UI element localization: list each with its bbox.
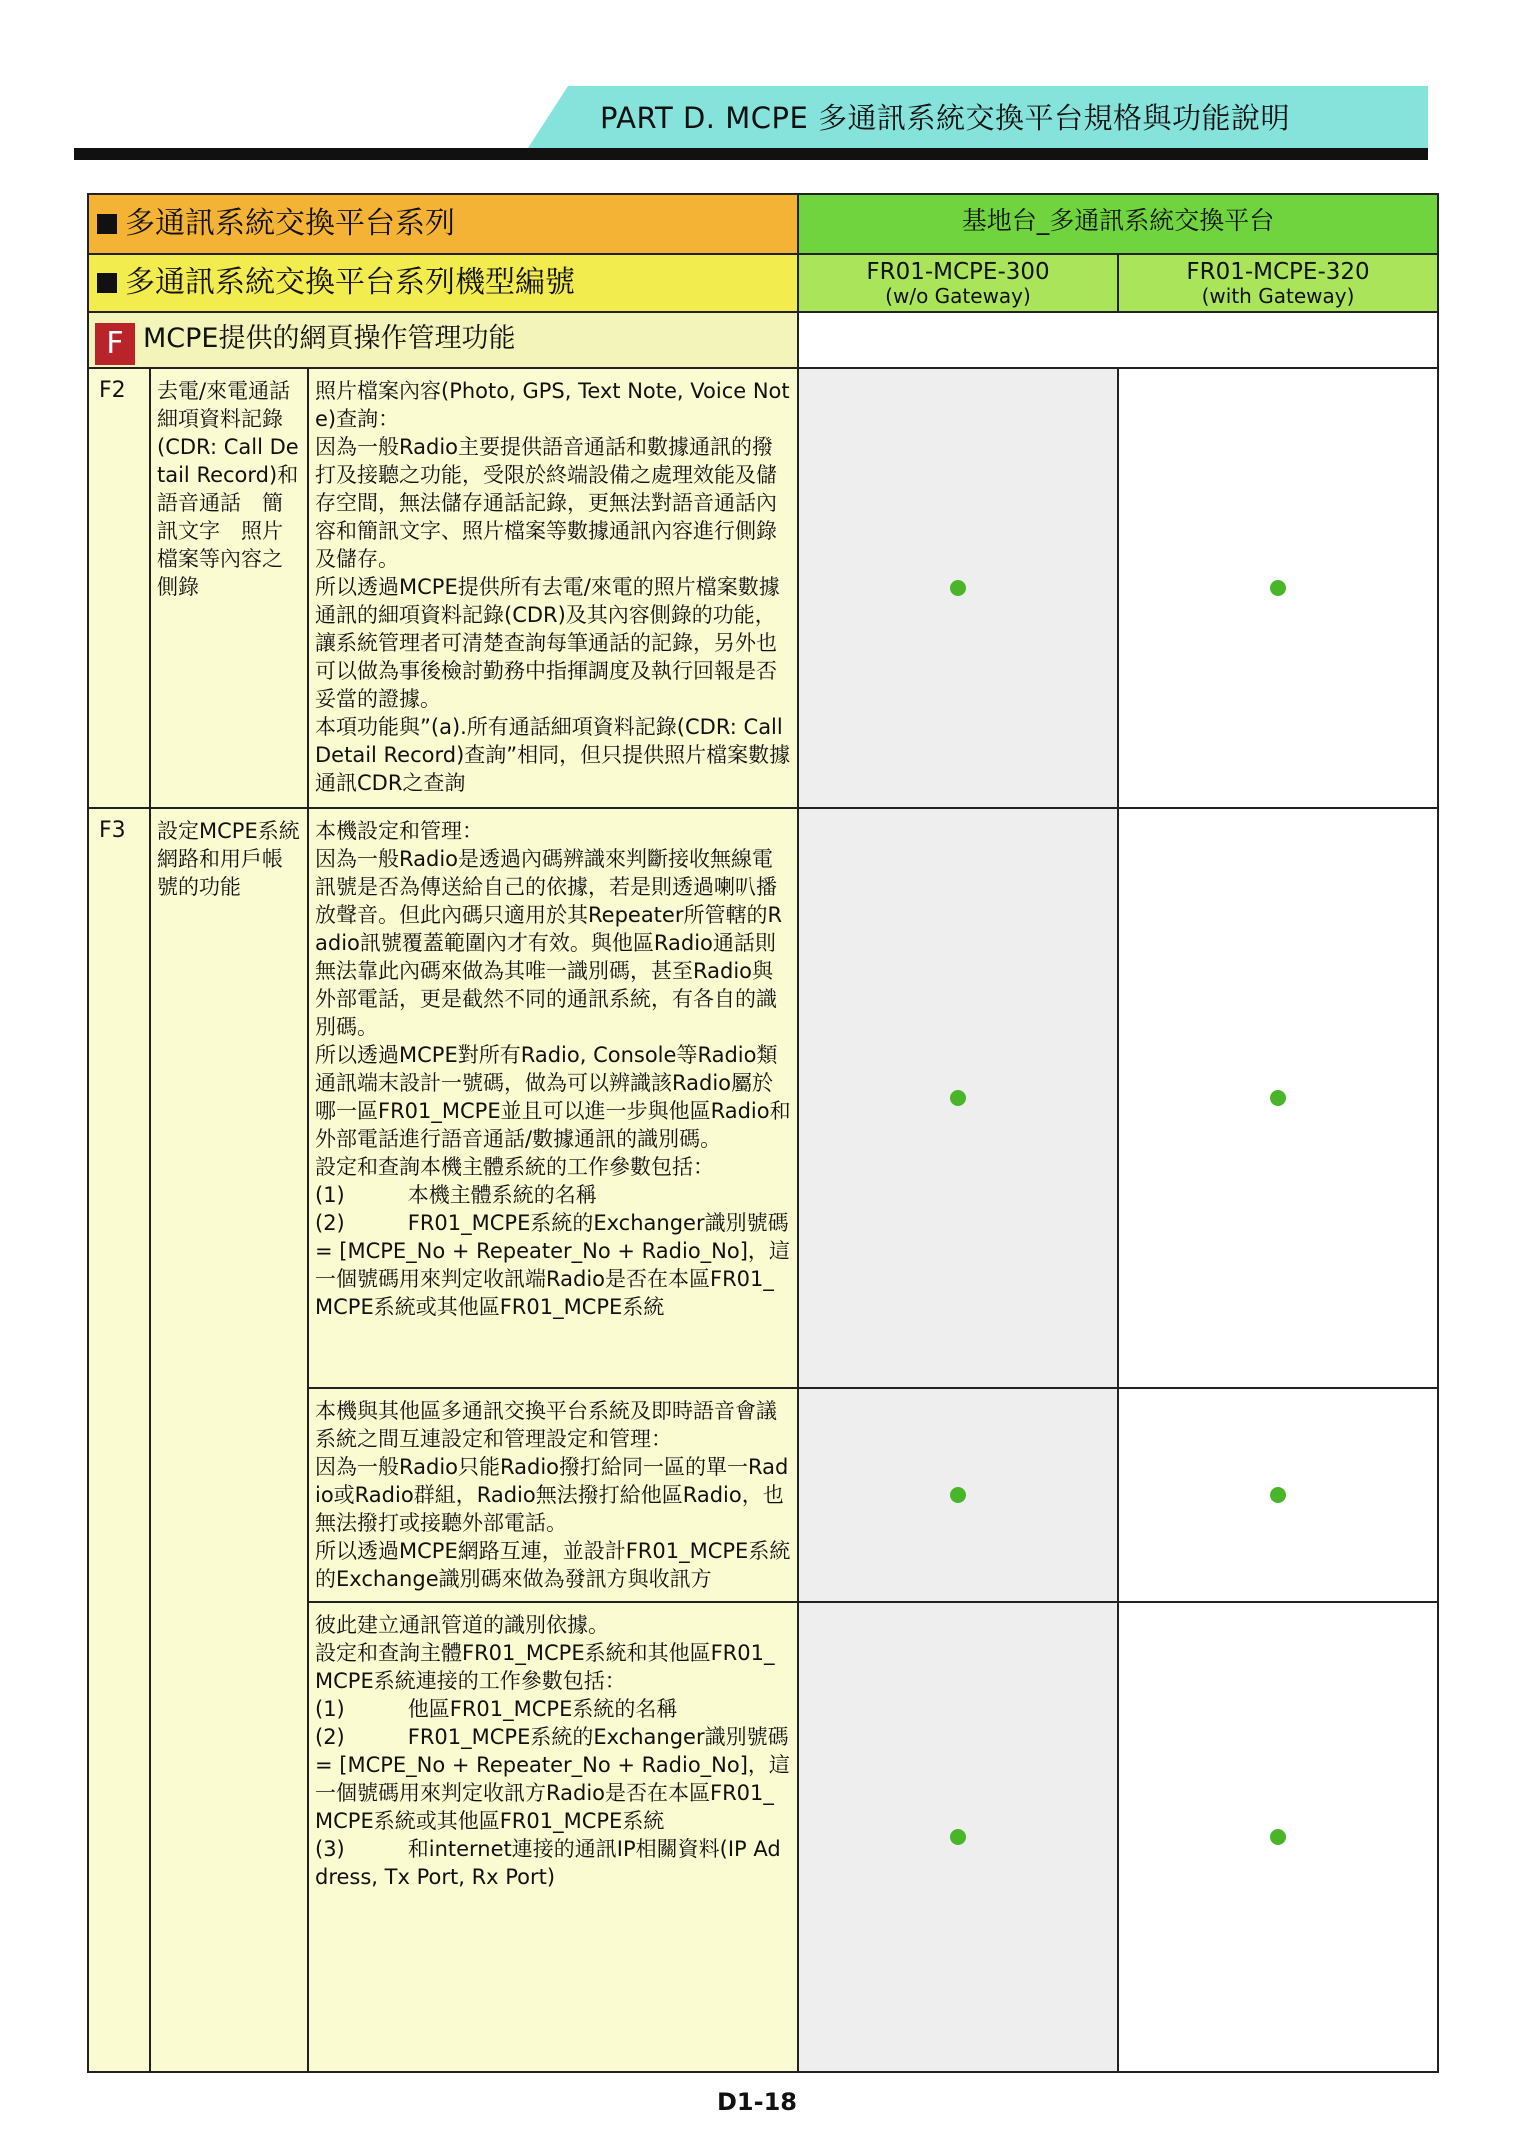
section-badge: F [95, 323, 135, 365]
item-desc: 本機與其他區多通訊交換平台系統及即時語音會議系統之間互連設定和管理設定和管理： 因為一般Radio只能Radio撥打給同一區的單一Radio或Radio群組，Radio無法撥打給他區Radio，也無法撥打或接聽外部電話。 所以透過MCPE網路互連，並設計FR01_MCPE系統的Exchange識別碼來做為發訊方與收訊方 [315, 1399, 791, 1591]
section-cell [88, 312, 798, 368]
support-cell-320 [1118, 1602, 1438, 2072]
supported-dot-icon [950, 580, 966, 596]
page-number: D1-18 [717, 2088, 797, 2116]
model-name: FR01-MCPE-320 [1186, 259, 1370, 285]
supported-dot-icon [950, 1487, 966, 1503]
support-cell-320 [1118, 368, 1438, 808]
item-name: 設定MCPE系統網路和用戶帳號的功能 [157, 819, 300, 899]
item-code: F2 [99, 378, 126, 403]
page-header-title: PART D. MCPE 多通訊系統交換平台規格與功能說明 [600, 101, 1291, 135]
series-label: 多通訊系統交換平台系列 [125, 206, 455, 241]
item-desc-cell [308, 808, 798, 1388]
item-desc-cell [308, 1388, 798, 1602]
item-desc-cell [308, 368, 798, 808]
supported-dot-icon [1270, 1090, 1286, 1106]
header-rule [74, 148, 1428, 160]
supported-dot-icon [1270, 580, 1286, 596]
section-empty-cell [798, 312, 1438, 368]
item-desc: 本機設定和管理： 因為一般Radio是透過內碼辨識來判斷接收無線電訊號是否為傳送給自己的依據，若是則透過喇叭播放聲音。但此內碼只適用於其Repeater所管轄的Radio訊號覆蓋範圍內才有效。與他區Radio通話則無法靠此內碼來做為其唯一識別碼，甚至Radio與外部電話，更是截然不同的通訊系統，有各自的識別碼。 所以透過MCPE對所有Radio, Console等Radio類通訊端末設計一號碼，做為可以辨識該Radio屬於哪一區FR01_MCPE並且可以進一步與他區Radio和外部電話進行語音通話/數據通訊的識別碼。 設定和查詢本機主體系統的工作參數包括： (1) 本機主體系統的名稱 (2) FR01_MCPE系統的Exchanger識別號碼 = [MCPE_No + Repeater_No + Radio_No]，這一個號碼用來判定收訊端Radio是否在本區FR01_MCPE系統或其他區FR01_MCPE系統 [315, 819, 791, 1319]
platform-label: 基地台_多通訊系統交換平台 [961, 206, 1275, 235]
item-code-cell [88, 808, 150, 2072]
square-bullet-icon [97, 273, 117, 293]
supported-dot-icon [950, 1829, 966, 1845]
support-cell-300 [798, 368, 1118, 808]
item-name-cell [150, 808, 308, 2072]
supported-dot-icon [1270, 1487, 1286, 1503]
supported-dot-icon [950, 1090, 966, 1106]
model-sub: (with Gateway) [1201, 284, 1355, 308]
model-label: 多通訊系統交換平台系列機型編號 [125, 265, 575, 300]
supported-dot-icon [1270, 1829, 1286, 1845]
section-title: MCPE提供的網頁操作管理功能 [143, 323, 516, 354]
item-desc: 彼此建立通訊管道的識別依據。 設定和查詢主體FR01_MCPE系統和其他區FR01_MCPE系統連接的工作參數包括： (1) 他區FR01_MCPE系統的名稱 (2) FR01_MCPE系統的Exchanger識別號碼 = [MCPE_No + Repeater_No + Radio_No]，這一個號碼用來判定收訊方Radio是否在本區FR01_MCPE系統或其他區FR01_MCPE系統 (3) 和internet連接的通訊IP相關資料(IP Address, Tx Port, Rx Port) [315, 1613, 790, 1889]
support-cell-320 [1118, 1388, 1438, 1602]
model-cell-320 [1118, 254, 1438, 312]
item-name: 去電/來電通話細項資料記錄(CDR: Call Detail Record)和語音通話 簡訊文字 照片檔案等內容之側錄 [157, 379, 299, 599]
platform-cell [798, 194, 1438, 254]
square-bullet-icon [97, 214, 117, 234]
item-code-cell [88, 368, 150, 808]
item-code: F3 [99, 818, 126, 843]
support-cell-320 [1118, 808, 1438, 1388]
support-cell-300 [798, 1388, 1118, 1602]
series-cell [88, 194, 798, 254]
item-name-cell [150, 368, 308, 808]
spec-table [87, 193, 1439, 2073]
model-sub: (w/o Gateway) [885, 284, 1031, 308]
model-cell-300 [798, 254, 1118, 312]
support-cell-300 [798, 1602, 1118, 2072]
support-cell-300 [798, 808, 1118, 1388]
model-name: FR01-MCPE-300 [866, 259, 1050, 285]
model-label-cell [88, 254, 798, 312]
item-desc-cell [308, 1602, 798, 2072]
item-desc: 照片檔案內容(Photo, GPS, Text Note, Voice Note)查詢： 因為一般Radio主要提供語音通話和數據通訊的撥打及接聽之功能，受限於終端設備之處理效能及儲存空間，無法儲存通話記錄，更無法對語音通話內容和簡訊文字、照片檔案等數據通訊內容進行側錄及儲存。 所以透過MCPE提供所有去電/來電的照片檔案數據通訊的細項資料記錄(CDR)及其內容側錄的功能，讓系統管理者可清楚查詢每筆通話的記錄，另外也可以做為事後檢討勤務中指揮調度及執行回報是否妥當的證據。 本項功能與”(a).所有通話細項資料記錄(CDR: Call Detail Record)查詢”相同，但只提供照片檔案數據通訊CDR之查詢 [315, 379, 791, 795]
